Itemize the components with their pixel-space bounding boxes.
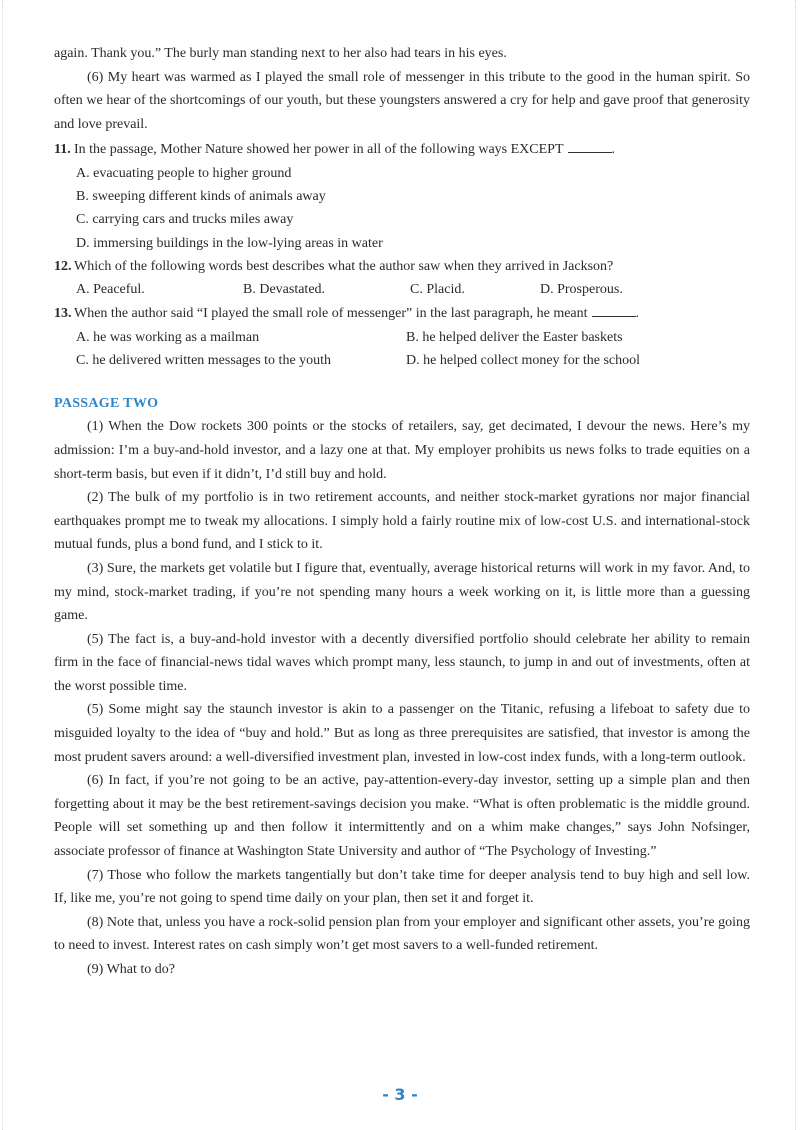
passage-two-paragraph-2: (2) The bulk of my portfolio is in two retirement accounts, and neither stock-market gyrations nor major financial earthquakes prompt me to tweak my allocations. I simply hold a fairly routine mix of low-cost U.S. and international-stock mutual funds, plus a bond fund, and I stick to it. (54, 490, 750, 553)
question-number: 13. (54, 305, 72, 321)
option-12-a: A. Peaceful. (76, 282, 145, 298)
page-number: - 3 - (382, 1085, 418, 1104)
question-number: 11. (54, 142, 71, 158)
option-11-b: B. sweeping different kinds of animals away (76, 189, 326, 205)
option-11-d: D. immersing buildings in the low-lying areas in water (76, 235, 383, 251)
passage-two-paragraph-6: (6) In fact, if you’re not going to be an active, pay-attention-every-day investor, setting up a simple plan and then forgetting about it may be the best retirement-savings decision you make. “What is often problematic is the middle ground. People will set something up and then follow it intermittently and on a whim make changes,” says John Nofsinger, associate professor of finance at Washington State University and author of “The Psychology of Investing.” (54, 773, 750, 860)
right-page-edge (795, 0, 798, 1130)
passage-two-paragraph-1: (1) When the Dow rockets 300 points or the stocks of retailers, say, get decimated, I devour the news. Here’s my admission: I’m a buy-and-hold investor, and a lazy one at that. My employer prohibits us news folks to trade equities on a short-term basis, but even if it didn’t, I’d still buy and hold. (54, 419, 750, 482)
option-11-c: C. carrying cars and trucks miles away (76, 212, 294, 228)
option-13-c: C. he delivered written messages to the youth (76, 353, 332, 369)
page-content (54, 42, 750, 982)
answer-blank (592, 304, 636, 317)
passage-two-paragraph-7: (7) Those who follow the markets tangentially but don’t take time for deeper analysis tend to buy high and sell low. If, like me, you’re not going to spend time daily on your plan, then set it and forget it. (54, 867, 750, 907)
passage-one-continuation: again. Thank you.” The burly man standing next to her also had tears in his eyes. (54, 46, 507, 61)
left-page-edge (2, 0, 5, 1130)
question-11: 11. In the passage, Mother Nature showed her power in all of the following ways EXCEPT . (54, 138, 750, 162)
question-number: 12. (54, 258, 72, 274)
question-stem: When the author said “I played the small role of messenger” in the last paragraph, he meant (74, 305, 588, 321)
question-stem: Which of the following words best describes what the author saw when they arrived in Jackson? (74, 258, 614, 274)
section-title: PASSAGE TWO (54, 395, 159, 411)
option-13-b: B. he helped deliver the Easter baskets (406, 329, 623, 345)
option-12-d: D. Prosperous. (540, 282, 623, 298)
passage-two-paragraph-8: (8) Note that, unless you have a rock-solid pension plan from your employer and significant other assets, you’re going to need to invest. Interest rates on cash simply won’t get most savers to a well-funded retirement. (54, 914, 750, 954)
passage-two-paragraph-5: (5) Some might say the staunch investor is akin to a passenger on the Titanic, refusing a lifeboat to safety due to misguided loyalty to the idea of “buy and hold.” But as long as three prerequisites are satisfied, that investor is among the most prudent savers around: a well-diversified investment plan, invested in low-cost index funds, with a long-term outlook. (54, 702, 750, 765)
option-12-c: C. Placid. (410, 282, 465, 298)
options-13-row-2 (54, 349, 750, 373)
passage-two-paragraph-4: (5) The fact is, a buy-and-hold investor with a decently diversified portfolio should celebrate her ability to remain firm in the face of financial-news tidal waves which prompt many, less staunch, to jump in and out of investments, often at the worst possible time. (54, 631, 750, 694)
question-13: 13. When the author said “I played the small role of messenger” in the last paragraph, he meant . (54, 302, 750, 326)
options-13-row-1 (54, 326, 750, 350)
option-11-a: A. evacuating people to higher ground (76, 165, 292, 181)
option-13-d: D. he helped collect money for the school (406, 353, 641, 369)
passage-two-paragraph-3: (3) Sure, the markets get volatile but I figure that, eventually, average historical returns will work in my favor. And, to my mind, stock-market trading, if you’re not spending many hours a week working on it, is little more than a guessing game. (54, 560, 750, 624)
question-stem: In the passage, Mother Nature showed her power in all of the following ways EXCEPT (74, 142, 564, 158)
passage-two-paragraph-9: (9) What to do? (87, 962, 175, 977)
options-12 (54, 278, 750, 302)
option-13-a: A. he was working as a mailman (76, 329, 260, 345)
answer-blank (568, 140, 612, 153)
passage-one-paragraph-6: (6) My heart was warmed as I played the small role of messenger in this tribute to the good in the human spirit. So often we hear of the shortcomings of our youth, but these youngsters answered a cry for help and gave proof that generosity and love prevail. (54, 69, 750, 132)
question-12 (54, 255, 750, 279)
option-12-b: B. Devastated. (243, 282, 326, 298)
